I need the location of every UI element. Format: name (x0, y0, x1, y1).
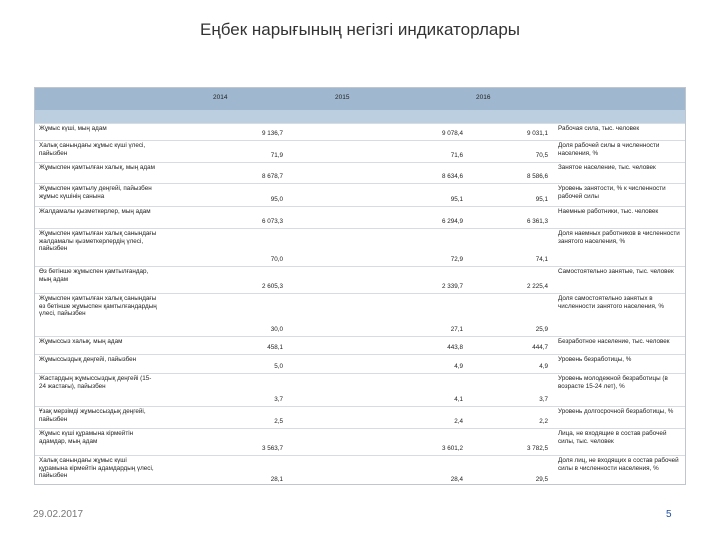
value-2016: 95,1 (535, 196, 548, 203)
row-label-ru: Уровень молодежной безработицы (в возрасте 15-24 лет), % (558, 375, 668, 390)
value-2015: 72,9 (450, 256, 463, 263)
row-label-ru: Доля лиц, не входящих в состав рабочей силы в численности населения, % (558, 457, 679, 472)
value-2014: 6 073,3 (261, 218, 283, 225)
value-2016: 6 361,3 (526, 218, 548, 225)
row-label-kz: Жалдамалы қызметкерлер, мың адам (39, 208, 151, 215)
row-label-kz: Жұмыспен қамтылу деңгейі, пайызбен жұмыс күшінің санына (39, 185, 152, 200)
year-header-2014: 2014 (213, 94, 228, 101)
value-2015: 4,9 (454, 363, 463, 370)
table-header (35, 88, 685, 111)
value-2014: 71,9 (270, 152, 283, 159)
row-label-ru: Занятое население, тыс. человек (558, 164, 656, 171)
year-header-2015: 2015 (335, 94, 350, 101)
value-2015: 6 294,9 (441, 218, 463, 225)
row-label-kz: Жұмыспен қамтылған халық санындағы өз бетінше жұмыспен қамтылғандардың үлесі, пайызбен (39, 295, 157, 318)
value-2015: 27,1 (450, 326, 463, 333)
value-2014: 9 136,7 (261, 130, 283, 137)
value-2015: 8 634,6 (441, 173, 463, 180)
value-2016: 2 225,4 (526, 283, 548, 290)
value-2014: 458,1 (267, 344, 283, 351)
value-2015: 9 078,4 (441, 130, 463, 137)
value-2014: 95,0 (270, 196, 283, 203)
value-2015: 95,1 (450, 196, 463, 203)
value-2014: 3 563,7 (261, 445, 283, 452)
header-subband (35, 110, 685, 123)
row-label-kz: Өз бетінше жұмыспен қамтылғандар, мың адам (39, 268, 149, 283)
row-label-ru: Уровень занятости, % к численности рабочей силы (558, 185, 666, 200)
row-label-kz: Жұмыспен қамтылған халық санындағы жалдамалы қызметкерлердің үлесі, пайызбен (39, 230, 157, 253)
value-2014: 2 605,3 (261, 283, 283, 290)
row-label-kz: Жұмыссыз халық, мың адам (39, 338, 123, 345)
row-label-ru: Безработное население, тыс. человек (558, 338, 670, 345)
row-label-ru: Самостоятельно занятые, тыс. человек (558, 268, 674, 275)
slide-title: Еңбек нарығының негізгі индикаторлары (199, 20, 521, 39)
value-2014: 28,1 (270, 476, 283, 483)
value-2015: 2 339,7 (441, 283, 463, 290)
value-2016: 444,7 (532, 344, 548, 351)
value-2016: 9 031,1 (526, 130, 548, 137)
value-2016: 29,5 (535, 476, 548, 483)
value-2014: 2,5 (274, 418, 283, 425)
value-2015: 2,4 (454, 418, 463, 425)
value-2015: 28,4 (450, 476, 463, 483)
row-label-ru: Доля наемных работников в численности занятого населения, % (558, 230, 680, 245)
row-label-ru: Рабочая сила, тыс. человек (558, 125, 640, 132)
page-number: 5 (666, 509, 672, 520)
row-label-kz: Халық санындағы жұмыс күші үлесі, пайызбен (39, 142, 146, 157)
value-2014: 8 678,7 (261, 173, 283, 180)
year-header-2016: 2016 (476, 94, 491, 101)
value-2016: 2,2 (539, 418, 548, 425)
row-label-ru: Доля рабочей силы в численности населения, % (558, 142, 660, 157)
value-2016: 3,7 (539, 396, 548, 403)
row-label-ru: Уровень долгосрочной безработицы, % (558, 408, 674, 415)
row-label-ru: Уровень безработицы, % (558, 356, 632, 363)
value-2016: 74,1 (535, 256, 548, 263)
value-2015: 4,1 (454, 396, 463, 403)
row-label-kz: Жұмыспен қамтылған халық, мың адам (39, 164, 155, 171)
value-2014: 3,7 (274, 396, 283, 403)
value-2015: 71,6 (450, 152, 463, 159)
value-2014: 5,0 (274, 363, 283, 370)
indicators-table (34, 87, 686, 485)
footer-date: 29.02.2017 (33, 509, 84, 520)
value-2016: 3 782,5 (526, 445, 548, 452)
row-label-kz: Халық санындағы жұмыс күші құрамына кірмейтін адамдардың үлесі, пайызбен (39, 457, 154, 480)
value-2015: 3 601,2 (441, 445, 463, 452)
row-label-kz: Жұмыс күші құрамына кірмейтін адамдар, мың адам (39, 430, 134, 445)
row-label-kz: Жастардың жұмыссыздық деңгейі (15-24 жастағы), пайызбен (39, 375, 152, 390)
row-label-kz: Ұзақ мерзімді жұмыссыздық деңгейі, пайызбен (39, 408, 146, 423)
value-2016: 8 586,6 (526, 173, 548, 180)
row-label-kz: Жұмыс күші, мың адам (39, 125, 107, 132)
value-2016: 70,5 (535, 152, 548, 159)
row-label-ru: Лица, не входящие в состав рабочей силы, тыс. человек (558, 430, 667, 445)
row-label-ru: Наемные работники, тыс. человек (558, 208, 659, 215)
value-2016: 4,9 (539, 363, 548, 370)
value-2015: 443,8 (447, 344, 463, 351)
value-2016: 25,9 (535, 326, 548, 333)
row-label-ru: Доля самостоятельно занятых в численности занятого населения, % (558, 295, 664, 310)
row-label-kz: Жұмыссыздық деңгейі, пайызбен (39, 356, 137, 363)
value-2014: 30,0 (270, 326, 283, 333)
value-2014: 70,0 (270, 256, 283, 263)
